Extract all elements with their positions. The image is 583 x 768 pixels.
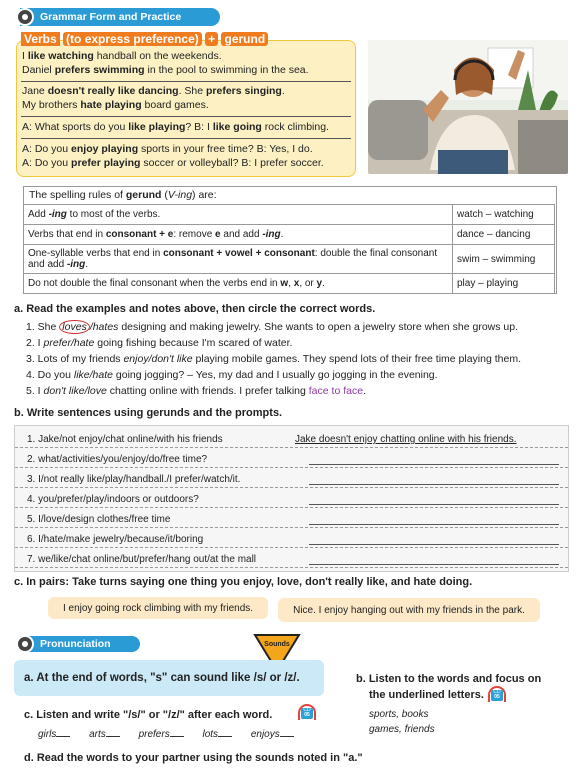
exercise-a-item [26, 384, 576, 398]
title-preference: (to express preference) [63, 32, 202, 46]
text-run: board games. [141, 99, 209, 111]
rule-example: dance – dancing [453, 225, 555, 245]
answer-line[interactable] [309, 484, 559, 485]
text-run: rock climbing. [261, 121, 329, 133]
rule-text [24, 225, 453, 245]
text-run: like playing [128, 121, 186, 133]
exercise-b-writing-area [14, 425, 569, 572]
exercise-b-row [15, 548, 568, 568]
title-verbs: Verbs [21, 32, 60, 46]
text-run: soccer or volleyball? B: I prefer soccer. [140, 157, 324, 169]
title-plus: + [205, 32, 218, 46]
text-run: like watching [27, 50, 94, 62]
divider [21, 138, 351, 139]
prompt: 6. I/hate/make jewelry/because/it/boring [27, 534, 204, 545]
answer-line[interactable] [309, 524, 559, 525]
spelling-rules-table [23, 204, 555, 294]
track-cd-label: CD [493, 689, 501, 695]
pronunciation-a-text: a. At the end of words, "s" can sound like /s/ or /z/. [24, 672, 300, 684]
text-run: to most of the verbs. [66, 209, 161, 220]
text-run: prefers singing [206, 85, 282, 97]
text-run: chatting online with friends. I prefer talking [106, 385, 309, 397]
spelling-rules-title [24, 187, 556, 204]
text-run: enjoy/don't like [123, 353, 193, 365]
example-line [22, 63, 355, 77]
exercise-a-item [26, 336, 576, 350]
example-line [22, 84, 355, 98]
track-number: 05 [494, 694, 500, 700]
text-run: 1. She [26, 321, 60, 333]
text-run: and add [220, 229, 263, 240]
text-run: designing and making jewelry. She wants to open a jewelry store when she grows up. [118, 321, 519, 333]
answer-blank[interactable] [56, 736, 70, 737]
text-run: , or [299, 278, 317, 289]
text-run: hate playing [80, 99, 142, 111]
text-run: Do not double the final consonant when the verbs end in [28, 278, 281, 289]
words-row-1: sports, books [369, 709, 429, 720]
answer-line[interactable] [309, 464, 559, 465]
text-run: 3. Lots of my friends [26, 353, 124, 365]
text-run: Daniel [22, 64, 55, 76]
sample-answer: Jake doesn't enjoy chatting online with his friends. [295, 434, 517, 445]
rules-row [24, 245, 555, 274]
exercise-b-row [15, 468, 568, 488]
rule-example: swim – swimming [453, 245, 555, 274]
title-gerund: gerund [221, 32, 268, 46]
speech-bubble: I enjoy going rock climbing with my friends. [48, 597, 268, 619]
text-run: don't like/love [43, 385, 107, 397]
text-run: in the pool to swimming in the sea. [144, 64, 309, 76]
exercise-b-row [15, 428, 568, 448]
speech-bubble: Nice. I enjoy hanging out with my friends in the park. [278, 598, 540, 622]
rule-text [24, 245, 453, 274]
pronunciation-c-words [38, 729, 294, 740]
pronunciation-d-heading: d. Read the words to your partner using the sounds noted in "a." [24, 752, 363, 764]
pronunciation-b-line1: b. Listen to the words and focus on [356, 673, 542, 685]
word: enjoys [250, 729, 280, 740]
pronunciation-b-words [369, 707, 435, 737]
prompt: 2. what/activities/you/enjoy/do/free time? [27, 454, 208, 465]
text-run: prefer playing [71, 157, 141, 169]
rules-row [24, 274, 555, 294]
text-run: playing mobile games. They spend lots of their free time playing them. [192, 353, 522, 365]
text-run: : double the final consonant and add [28, 248, 438, 270]
exercise-a-item [26, 368, 576, 382]
text-run: ( [161, 189, 168, 201]
text-run: A: Do you [22, 143, 72, 155]
text-run: like/hate [73, 369, 113, 381]
word: friends [404, 724, 435, 735]
text-run: -ing [48, 209, 67, 220]
text-run: going jogging? – Yes, my dad and I usually go jogging in the evening. [112, 369, 438, 381]
text-run: . [322, 278, 325, 289]
text-run: One-syllable verbs that end in [28, 248, 164, 259]
circle-dot-icon [16, 8, 34, 26]
exercise-b-heading: b. Write sentences using gerunds and the prompts. [14, 407, 283, 419]
spelling-rules-box [23, 186, 557, 294]
rule-example: play – playing [453, 274, 555, 294]
pronunciation-c-heading: c. Listen and write "/s/" or "/z/" after each word. [24, 709, 273, 721]
example-line [22, 120, 355, 134]
text-run: enjoy playing [71, 143, 139, 155]
word: arts [89, 729, 106, 740]
exercise-a-heading: a. Read the examples and notes above, then circle the correct words. [14, 303, 376, 315]
text-run: . [280, 229, 284, 240]
prompt: 1. Jake/not enjoy/chat online/with his friends [27, 434, 223, 445]
prompt: 5. I/love/design clothes/free time [27, 514, 171, 525]
exercise-b-row [15, 488, 568, 508]
rule-text [24, 274, 453, 294]
text-run: . [363, 385, 366, 397]
text-run: . [85, 259, 89, 270]
track-number: 05 [304, 712, 310, 718]
word: prefers [138, 729, 170, 740]
answer-blank[interactable] [280, 736, 294, 737]
rule-text [24, 205, 453, 225]
text-run: . She [178, 85, 206, 97]
text-run: , [288, 278, 294, 289]
exercise-b-row [15, 508, 568, 528]
text-run: prefers swimming [54, 64, 145, 76]
rule-example: watch – watching [453, 205, 555, 225]
exercise-b-rows [15, 428, 568, 568]
text-run: w [280, 278, 289, 289]
grammar-box [16, 32, 356, 177]
exercise-b-row [15, 528, 568, 548]
exercise-b-row [15, 448, 568, 468]
text-run: The spelling rules of [29, 189, 126, 201]
text-run: consonant + e [105, 229, 174, 240]
circle-dot-icon [16, 635, 34, 653]
text-run: : remove [173, 229, 216, 240]
pronunciation-tab-label: Pronunciation [40, 638, 111, 650]
example-line [22, 98, 355, 112]
text-run: My brothers [22, 99, 81, 111]
text-run: y [316, 278, 323, 289]
text-run: Add [28, 209, 49, 220]
pronunciation-a-box [14, 660, 324, 696]
grammar-box-title [21, 32, 268, 46]
answer-line[interactable] [309, 544, 559, 545]
prompt: 4. you/prefer/play/indoors or outdoors? [27, 494, 199, 505]
prompt: 3. I/not really like/play/handball./I prefer/watch/it. [27, 474, 241, 485]
answer-blank[interactable] [106, 736, 120, 737]
exercise-c-heading: c. In pairs: Take turns saying one thing you enjoy, love, don't really like, and hate doing. [14, 576, 473, 588]
prompt: 7. we/like/chat online/but/prefer/hang out/at the mall [27, 554, 257, 565]
text-run: prefer/hate [43, 337, 95, 349]
text-run: I [22, 50, 28, 62]
text-run: V-ing [167, 189, 193, 201]
word: sports [369, 709, 397, 720]
text-run: consonant + vowel + consonant [163, 248, 315, 259]
text-run: -ing [66, 259, 86, 270]
example-line [22, 49, 355, 63]
word: girls [38, 729, 57, 740]
text-run: like going [212, 121, 262, 133]
text-run: sports in your free time? B: Yes, I do. [138, 143, 313, 155]
text-run: Jane [22, 85, 48, 97]
words-row-2: games, friends [369, 724, 435, 735]
example-line [22, 142, 355, 156]
circled-answer: loves [59, 320, 90, 334]
exercise-a-item [26, 320, 576, 334]
text-run: doesn't really like dancing [47, 85, 179, 97]
rules-row [24, 205, 555, 225]
text-run: Verbs that end in [28, 229, 106, 240]
answer-line[interactable] [309, 564, 559, 565]
text-run: x [293, 278, 300, 289]
audio-track-icon[interactable] [488, 686, 506, 702]
grammar-section-tab [20, 8, 220, 26]
text-run: -ing [262, 229, 281, 240]
text-run: . [281, 85, 285, 97]
photo-woman-listening-to-music [368, 40, 568, 174]
text-run: e [215, 229, 221, 240]
text-run: hates [92, 321, 119, 333]
example-line [22, 156, 355, 170]
track-label [301, 708, 313, 719]
word: lots [202, 729, 219, 740]
text-run: A: Do you [22, 157, 72, 169]
answer-line[interactable] [309, 504, 559, 505]
track-label [491, 690, 503, 701]
word: games [369, 724, 400, 735]
answer-blank[interactable] [170, 736, 184, 737]
audio-track-icon[interactable] [298, 704, 316, 720]
text-run: A: What sports do you [22, 121, 129, 133]
text-run: going fishing because I'm scared of water. [94, 337, 293, 349]
text-run: ? B: I [185, 121, 213, 133]
divider [21, 116, 351, 117]
sounds-badge-label: Sounds [264, 641, 290, 648]
text-run: 4. Do you [26, 369, 74, 381]
word: books [401, 709, 429, 720]
track-cd-label: CD [303, 707, 311, 713]
text-run: 5. I [26, 385, 44, 397]
pronunciation-b-line2: the underlined letters. [369, 689, 484, 701]
answer-blank[interactable] [218, 736, 232, 737]
text-run: handball on the weekends. [93, 50, 222, 62]
text-run: / [89, 321, 93, 333]
text-run: gerund [125, 189, 162, 201]
rules-row [24, 225, 555, 245]
text-run: face to face [308, 385, 364, 397]
text-run: ) are: [192, 189, 217, 201]
text-run: 2. I [26, 337, 44, 349]
grammar-tab-label: Grammar Form and Practice [40, 11, 182, 23]
exercise-a-item [26, 352, 576, 366]
divider [21, 81, 351, 82]
pronunciation-tab [20, 636, 140, 652]
